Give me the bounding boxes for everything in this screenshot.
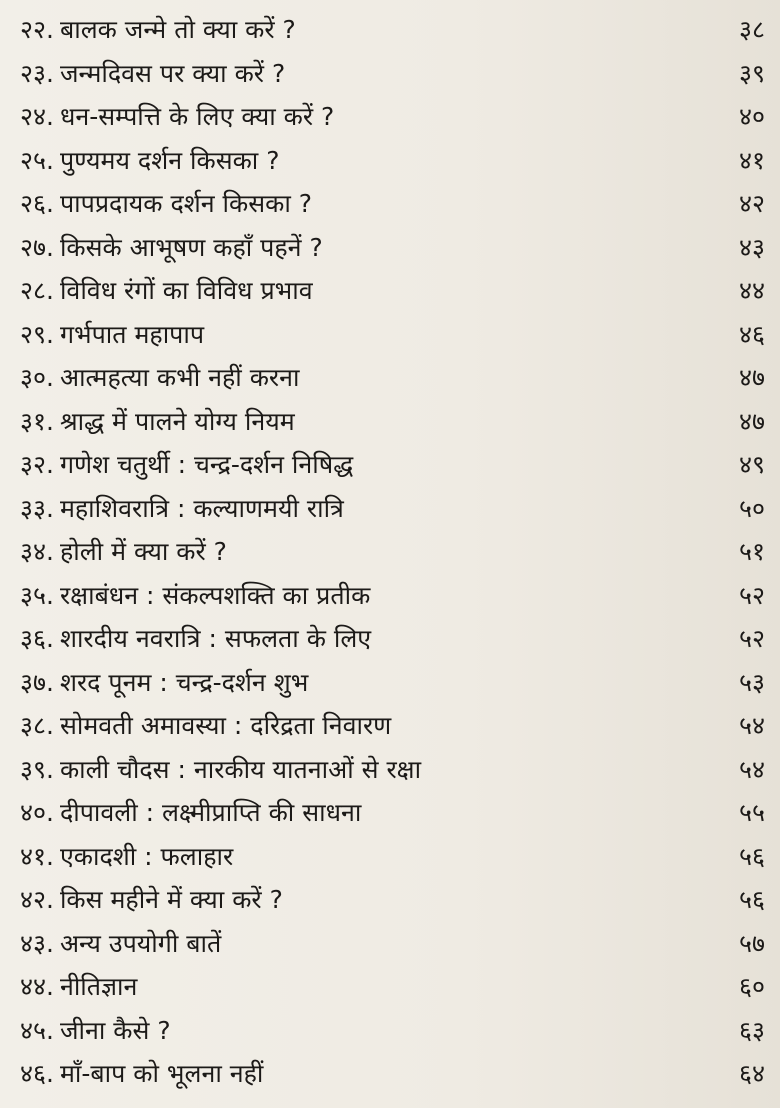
toc-entry: [20, 878, 765, 922]
toc-entry-page: ५१: [738, 537, 765, 567]
toc-entry-number: ३१.: [20, 406, 54, 436]
toc-entry-page: ४९: [738, 450, 765, 480]
toc-entry-number: ३६.: [20, 624, 54, 654]
toc-entry-page: ४७: [738, 363, 765, 393]
toc-entry-text: पापप्रदायक दर्शन किसका ?: [59, 189, 313, 219]
toc-entry-number: ३५.: [20, 580, 54, 610]
toc-entry-text: बालक जन्मे तो क्या करें ?: [59, 15, 296, 45]
toc-entry-text: आत्महत्या कभी नहीं करना: [59, 363, 300, 393]
toc-entry-text: जीना कैसे ?: [59, 1015, 171, 1045]
toc-entry-title: [20, 406, 295, 436]
toc-entry-page: ५६: [738, 841, 765, 871]
toc-entry-title: [20, 798, 362, 828]
toc-entry-title: [20, 232, 323, 262]
toc-entry-page: ३८: [738, 15, 765, 45]
toc-entry-text: शारदीय नवरात्रि : सफलता के लिए: [59, 624, 372, 654]
toc-entry-number: ४५.: [20, 1015, 54, 1045]
toc-entry-number: २७.: [20, 232, 54, 262]
toc-entry-text: पुण्यमय दर्शन किसका ?: [59, 145, 280, 175]
toc-entry-number: ३३.: [20, 493, 54, 523]
toc-entry-text: जन्मदिवस पर क्या करें ?: [59, 58, 286, 88]
toc-entry-title: [20, 1059, 264, 1089]
toc-entry-number: २९.: [20, 319, 54, 349]
toc-entry-number: २६.: [20, 189, 54, 219]
toc-entry-text: किस महीने में क्या करें ?: [59, 885, 283, 915]
toc-entry: [20, 1052, 765, 1096]
toc-entry-title: [20, 189, 313, 219]
toc-entry: [20, 574, 765, 618]
toc-entry: [20, 313, 765, 357]
toc-entry-page: ५०: [738, 493, 765, 523]
toc-entry-text: काली चौदस : नारकीय यातनाओं से रक्षा: [59, 754, 422, 784]
toc-entry-title: [20, 885, 283, 915]
toc-entry-title: [20, 580, 371, 610]
toc-entry-title: [20, 276, 313, 306]
toc-entry: [20, 95, 765, 139]
toc-entry-page: ३९: [738, 58, 765, 88]
toc-entry-page: ४६: [738, 319, 765, 349]
toc-entry-title: [20, 1015, 171, 1045]
toc-entry-title: [20, 537, 227, 567]
toc-entry-text: होली में क्या करें ?: [59, 537, 227, 567]
toc-entry: [20, 530, 765, 574]
toc-entry: [20, 182, 765, 226]
toc-entry-number: ४२.: [20, 885, 54, 915]
toc-entry-number: ३७.: [20, 667, 54, 697]
toc-entry-number: २८.: [20, 276, 54, 306]
toc-entry-page: ४४: [738, 276, 765, 306]
toc-entry: [20, 661, 765, 705]
toc-entry-number: ३२.: [20, 450, 54, 480]
toc-entry-number: ३९.: [20, 754, 54, 784]
toc-entry-text: एकादशी : फलाहार: [59, 841, 234, 871]
toc-entry: [20, 922, 765, 966]
toc-entry: [20, 791, 765, 835]
toc-entry-page: ४१: [738, 145, 765, 175]
toc-entry: [20, 226, 765, 270]
toc-entry-text: गणेश चतुर्थी : चन्द्र-दर्शन निषिद्ध: [59, 450, 354, 480]
toc-entry: [20, 443, 765, 487]
toc-entry: [20, 356, 765, 400]
toc-entry: [20, 835, 765, 879]
toc-entry-number: ३०.: [20, 363, 54, 393]
toc-entry-number: २३.: [20, 58, 54, 88]
toc-entry-title: [20, 493, 344, 523]
toc-entry: [20, 704, 765, 748]
table-of-contents: [20, 8, 765, 1096]
toc-entry: [20, 400, 765, 444]
toc-entry: [20, 52, 765, 96]
toc-entry-page: ६०: [738, 972, 765, 1002]
toc-entry: [20, 269, 765, 313]
toc-entry-number: ४१.: [20, 841, 54, 871]
toc-entry-title: [20, 58, 286, 88]
toc-entry-page: ६३: [738, 1015, 765, 1045]
toc-entry-text: अन्य उपयोगी बातें: [59, 928, 222, 958]
toc-entry-page: ४३: [738, 232, 765, 262]
toc-entry-number: ३८.: [20, 711, 54, 741]
toc-entry-page: ४७: [738, 406, 765, 436]
toc-entry-title: [20, 711, 392, 741]
toc-entry-page: ६४: [738, 1059, 765, 1089]
toc-entry-text: धन-सम्पत्ति के लिए क्या करें ?: [59, 102, 335, 132]
toc-entry-text: श्राद्ध में पालने योग्य नियम: [59, 406, 295, 436]
toc-entry-number: ३४.: [20, 537, 54, 567]
toc-entry-page: ५२: [738, 580, 765, 610]
toc-entry-text: महाशिवरात्रि : कल्याणमयी रात्रि: [59, 493, 344, 523]
toc-entry-text: गर्भपात महापाप: [59, 319, 205, 349]
toc-entry-number: २२.: [20, 15, 54, 45]
toc-entry: [20, 8, 765, 52]
toc-entry-title: [20, 624, 372, 654]
toc-entry-text: शरद पूनम : चन्द्र-दर्शन शुभ: [59, 667, 309, 697]
toc-entry: [20, 965, 765, 1009]
toc-entry-page: ५३: [738, 667, 765, 697]
toc-entry-text: नीतिज्ञान: [59, 972, 138, 1002]
toc-entry-title: [20, 928, 222, 958]
toc-entry: [20, 1009, 765, 1053]
toc-entry: [20, 487, 765, 531]
toc-entry-title: [20, 754, 422, 784]
toc-entry-number: ४०.: [20, 798, 54, 828]
toc-entry-page: ५२: [738, 624, 765, 654]
toc-entry-number: ४६.: [20, 1059, 54, 1089]
toc-entry-title: [20, 319, 205, 349]
toc-entry-text: सोमवती अमावस्या : दरिद्रता निवारण: [59, 711, 392, 741]
toc-entry-text: माँ-बाप को भूलना नहीं: [59, 1059, 264, 1089]
toc-entry-title: [20, 145, 280, 175]
toc-entry-text: दीपावली : लक्ष्मीप्राप्ति की साधना: [59, 798, 362, 828]
toc-entry-number: ४४.: [20, 972, 54, 1002]
toc-entry: [20, 748, 765, 792]
toc-entry: [20, 139, 765, 183]
toc-entry-number: २५.: [20, 145, 54, 175]
toc-entry-page: ५६: [738, 885, 765, 915]
toc-entry-number: २४.: [20, 102, 54, 132]
toc-entry: [20, 617, 765, 661]
toc-entry-title: [20, 363, 300, 393]
toc-entry-text: रक्षाबंधन : संकल्पशक्ति का प्रतीक: [59, 580, 371, 610]
toc-entry-page: ५४: [738, 754, 765, 784]
toc-entry-text: विविध रंगों का विविध प्रभाव: [59, 276, 313, 306]
toc-entry-title: [20, 102, 335, 132]
toc-entry-title: [20, 841, 234, 871]
toc-entry-page: ४०: [738, 102, 765, 132]
toc-entry-title: [20, 972, 138, 1002]
toc-entry-page: ५४: [738, 711, 765, 741]
toc-entry-page: ४२: [738, 189, 765, 219]
toc-entry-title: [20, 15, 296, 45]
toc-entry-title: [20, 450, 354, 480]
toc-entry-page: ५७: [738, 928, 765, 958]
toc-entry-text: किसके आभूषण कहाँ पहनें ?: [59, 232, 323, 262]
toc-entry-title: [20, 667, 309, 697]
toc-entry-page: ५५: [738, 798, 765, 828]
toc-entry-number: ४३.: [20, 928, 54, 958]
